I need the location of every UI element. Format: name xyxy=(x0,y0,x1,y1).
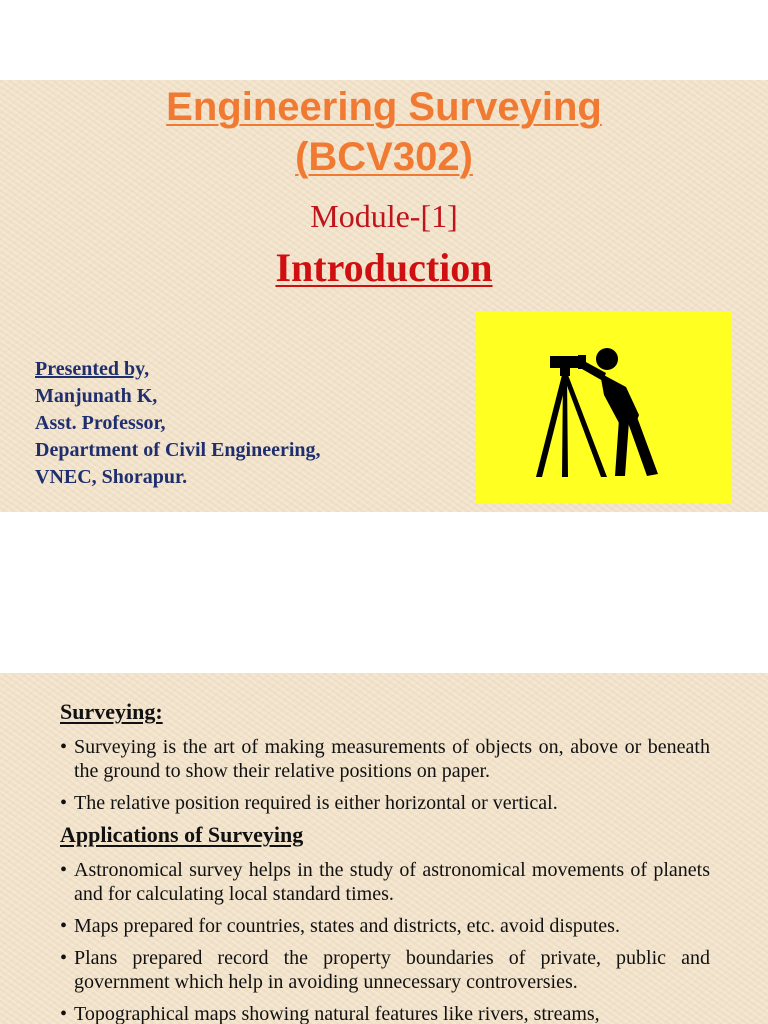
presented-by-label: Presented by, xyxy=(35,358,150,380)
applications-list xyxy=(60,858,710,1024)
presenter-institution: VNEC, Shorapur. xyxy=(35,466,188,488)
surveying-list xyxy=(60,735,710,823)
applications-heading: Applications of Surveying xyxy=(60,822,304,847)
title-slide xyxy=(0,80,768,512)
list-item: • Surveying is the art of making measurements of objects on, above or beneath the ground to show their relative positions on paper. xyxy=(60,735,710,783)
content-slide xyxy=(0,673,768,1024)
course-code: (BCV302) xyxy=(295,135,473,179)
list-item: • Plans prepared record the property boundaries of private, public and government which help in avoiding unnecessary controversies. xyxy=(60,946,710,994)
presenter-block xyxy=(35,356,321,491)
list-item: • The relative position required is either horizontal or vertical. xyxy=(60,791,710,815)
presenter-designation: Asst. Professor, xyxy=(35,412,166,434)
presenter-name: Manjunath K, xyxy=(35,385,158,407)
introduction-heading: Introduction xyxy=(275,245,493,290)
list-item: • Topographical maps showing natural features like rivers, streams, xyxy=(60,1002,710,1024)
surveyor-icon xyxy=(476,311,732,503)
surveying-heading: Surveying: xyxy=(60,699,163,724)
presenter-department: Department of Civil Engineering, xyxy=(35,439,321,461)
list-item: • Maps prepared for countries, states and districts, etc. avoid disputes. xyxy=(60,914,710,938)
surveyor-sign-image xyxy=(476,311,732,503)
list-item: • Astronomical survey helps in the study of astronomical movements of planets and for calculating local standard times. xyxy=(60,858,710,906)
course-title: Engineering Surveying xyxy=(166,85,602,129)
module-label: Module-[1] xyxy=(310,198,458,234)
